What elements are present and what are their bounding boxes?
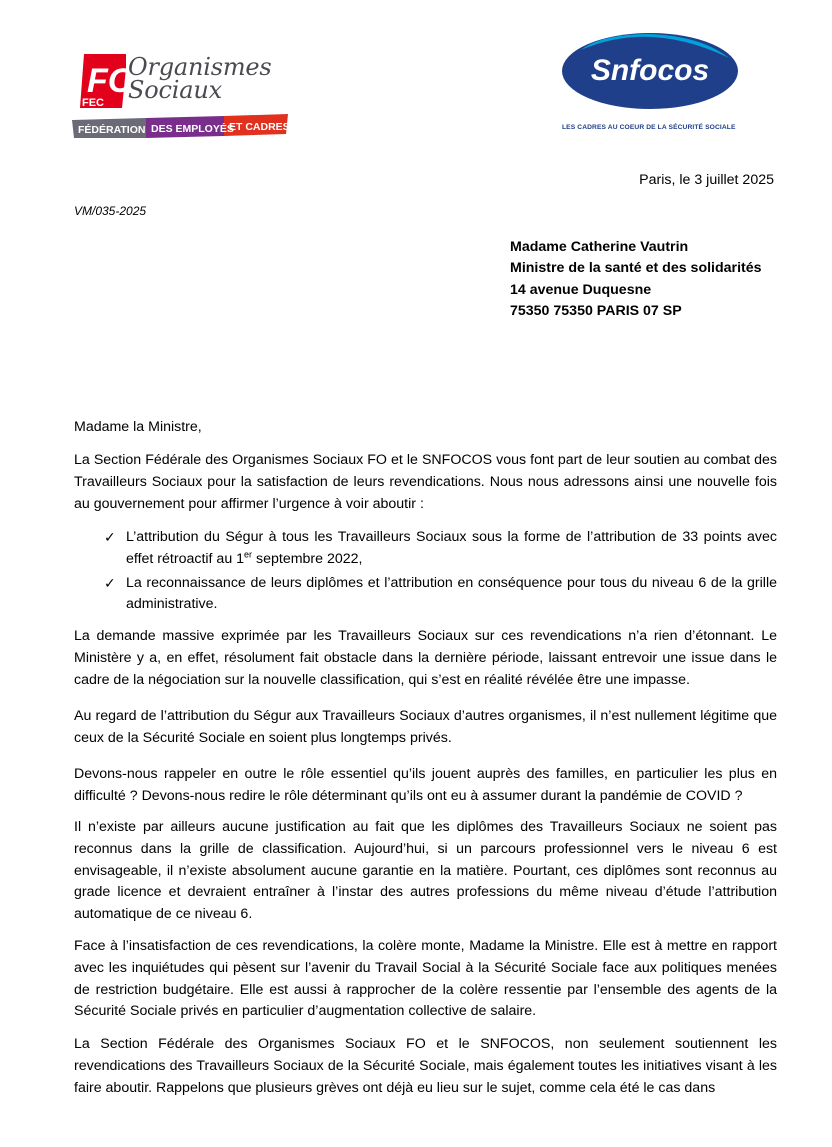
organismes-sociaux-wordmark [128, 53, 272, 104]
paragraph: Au regard de l’attribution du Ségur aux Travailleurs Sociaux d’autres organismes, il n’est nullement légitime que ceux de la Sécurité Sociale en soient plus longtemps privés. [74, 708, 777, 746]
snfocos-logo [558, 28, 744, 138]
list-item [104, 573, 777, 617]
recipient-address [510, 237, 762, 322]
snfocos-tagline: LES CADRES AU COEUR DE LA SÉCURITÉ SOCIALE [562, 124, 736, 131]
paragraph: Il n’existe par ailleurs aucune justification au fait que les diplômes des Travailleurs Sociaux ne soient pas reconnus dans la grille de classification. Aujourd’hui, si un parcours professionnel vers le niveau 6 est envisageable, il n’existe absolument aucune garantie en la matière. Pourtant, ces diplômes sont reconnus au grade licence et devraient entraîner à l’instar des autres professions du même niveau d’étude l’attribution automatique de ce niveau 6. [74, 819, 777, 923]
recipient-city: 75350 75350 PARIS 07 SP [510, 302, 682, 319]
snfocos-name: Snfocos [590, 54, 710, 87]
recipient-title: Ministre de la santé et des solidarités [510, 260, 762, 277]
salutation: Madame la Ministre, [74, 419, 202, 435]
intro-paragraph: La Section Fédérale des Organismes Sociaux FO et le SNFOCOS vous font part de leur soutien au combat des Travailleurs Sociaux pour la satisfaction de leurs revendications. Nous nous adressons ainsi une nouvelle fois au gouvernement pour affirmer l’urgence à voir aboutir : [74, 452, 777, 512]
checkmark-icon: ✓ [104, 529, 116, 545]
list-item-text-end: septembre 2022, [252, 550, 363, 567]
list-item-text: L’attribution du Ségur à tous les Travailleurs Sociaux sous la forme de l’attribution de 33 points avec effet rétroactif au 1 [126, 529, 777, 567]
recipient-name: Madame Catherine Vautrin [510, 239, 689, 255]
fo-letters-logo [78, 52, 135, 112]
snfocos-oval [561, 28, 739, 110]
fo-letters: FO [87, 62, 135, 100]
list-item [104, 527, 777, 571]
paragraph: Devons-nous rappeler en outre le rôle essentiel qu’ils jouent auprès des familles, en particulier les plus en difficulté ? Devons-nous redire le rôle déterminant qu’ils ont eu à assumer durant la pandémie de COVID ? [74, 766, 777, 804]
wordmark-line-1: Organismes [128, 53, 272, 81]
band-cadres: ET CADRES [229, 121, 290, 133]
recipient-street: 14 avenue Duquesne [510, 281, 652, 298]
letter-reference: VM/035-2025 [74, 204, 147, 218]
band-federation: FÉDÉRATION [78, 124, 146, 136]
federation-band [72, 116, 290, 140]
checkmark-icon: ✓ [104, 574, 116, 591]
list-item-text: La reconnaissance de leurs diplômes et l’attribution en conséquence pour tous du niveau 6 de la grille administrative. [126, 574, 777, 613]
wordmark-line-2: Sociaux [128, 76, 222, 104]
letter-date: Paris, le 3 juillet 2025 [639, 172, 774, 188]
list-item-sup: er [244, 549, 253, 560]
demands-list [104, 527, 777, 618]
paragraph: Face à l’insatisfaction de ces revendications, la colère monte, Madame la Ministre. Elle est à mettre en rapport avec les inquiétudes qui pèsent sur l’avenir du Travail Social à la Sécurité Sociale face aux politiques menées de restriction budgétaire. Elle est aussi à rapprocher de la colère ressentie par l’ensemble des agents de la Sécurité Sociale privés en particulier d’augmentation collective de salaire. [74, 938, 777, 1020]
band-employes: DES EMPLOYÉS [151, 123, 234, 135]
fec-letters: FEC [82, 97, 104, 109]
paragraph: La Section Fédérale des Organismes Sociaux FO et le SNFOCOS, non seulement soutiennent les revendications des Travailleurs Sociaux de la Sécurité Sociale, mais également toutes les initiatives visant à les faire aboutir. Rappelons que plusieurs grèves ont déjà eu lieu sur le sujet, comme cela été le cas dans [74, 1036, 777, 1096]
fo-fec-logo [72, 46, 292, 152]
paragraph: La demande massive exprimée par les Travailleurs Sociaux sur ces revendications n’a rien d’étonnant. Le Ministère y a, en effet, résolument fait obstacle dans la dernière période, laissant entrevoir une issue dans le cadre de la négociation sur la nouvelle classification, qui s’est en réalité révélée être une impasse. [74, 628, 777, 688]
